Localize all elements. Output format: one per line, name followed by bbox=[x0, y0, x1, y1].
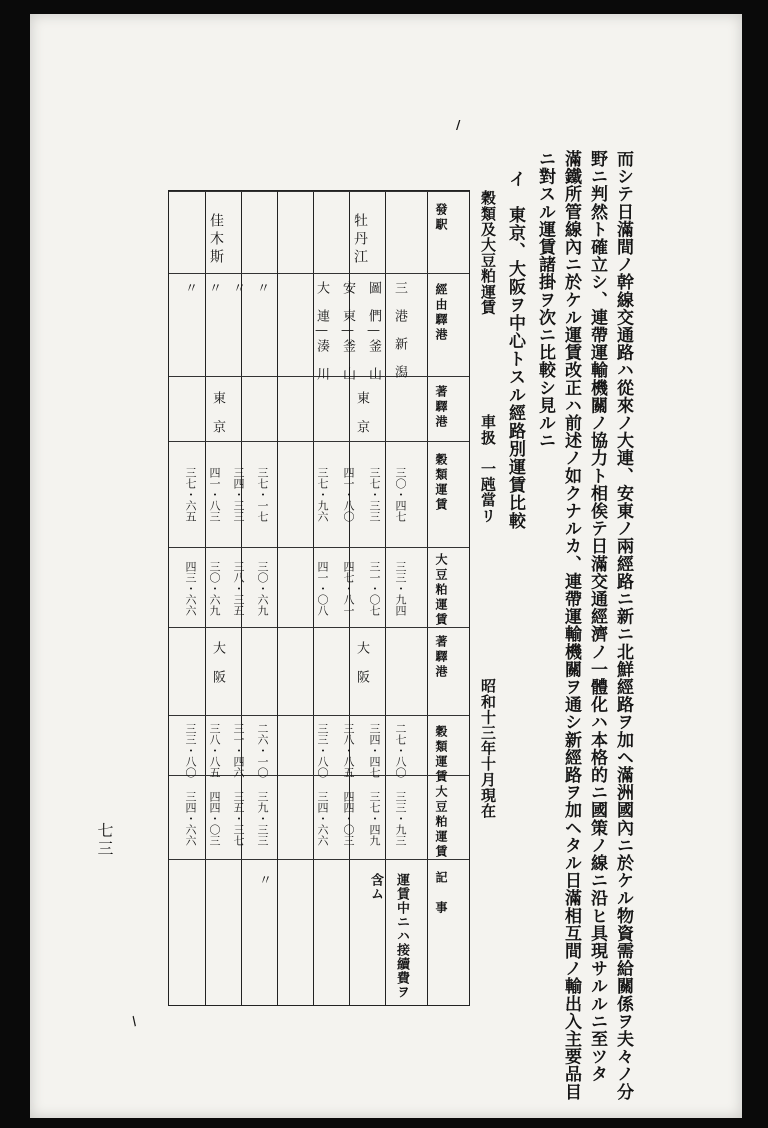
g2-r2-bean-osaka: 三五・三七 bbox=[232, 791, 245, 846]
scan-mark: / bbox=[456, 118, 461, 132]
header-bean-osaka: 大豆粕運賃 bbox=[434, 785, 448, 860]
group-2-dest-tokyo: 東京 bbox=[210, 391, 225, 449]
g1-r4-bean-osaka: 三四・六六 bbox=[316, 791, 329, 846]
header-bean-tokyo: 大豆粕運賃 bbox=[434, 553, 448, 628]
g2-r3-bean-tokyo: 三〇・六九 bbox=[208, 561, 221, 616]
g1-r4-bean-tokyo: 四一・〇八 bbox=[316, 561, 329, 616]
remark-text-2: 含ム bbox=[368, 873, 383, 901]
g1-r3-bean-tokyo: 四七・八一 bbox=[342, 561, 355, 616]
g2-r4-bean-tokyo: 四三・六六 bbox=[184, 561, 197, 616]
header-route: 經由驛港 bbox=[434, 283, 448, 343]
g2-r1-bean-osaka: 三九・三三 bbox=[256, 791, 269, 846]
g2-r3-grain-osaka: 三八・八五 bbox=[208, 723, 221, 778]
paragraph-line-1: 而シテ日滿間ノ幹線交通路ハ從來ノ大連、安東ノ兩經路ニ新ニ北鮮經路ヲ加ヘ滿洲國內ニ於ケル物資需給關係ヲ夫々ノ分 bbox=[613, 150, 633, 1101]
remark-ditto: 〃 bbox=[256, 873, 271, 887]
section-heading: イ 東京、大阪ヲ中心トスル經路別運賃比較 bbox=[505, 170, 525, 530]
paragraph-line-3: 滿鐵所管線內ニ於ケル運賃改正ハ前述ノ如クナルカ、連帶運輸機關ヲ通シ新經路ヲ加ヘタル日滿相互間ノ輸出入主要品目 bbox=[561, 150, 581, 1101]
document-page bbox=[30, 14, 742, 1118]
group-1-route-1: 三 港 新 潟 bbox=[392, 281, 407, 379]
remark-text-1: 運賃中ニハ接續費ヲ bbox=[394, 873, 409, 999]
group-1-route-4: 大 連—湊 川 bbox=[314, 281, 329, 381]
group-2-route-1: 〃 bbox=[254, 281, 269, 295]
header-dest-osaka: 著驛港 bbox=[434, 635, 448, 680]
paragraph-line-2: 野ニ判然ト確立シ、連帶運輸機關ノ協力ト相俟テ日滿交通經濟ノ一體化ハ本格的ニ國策ノ線ニ沿ヒ具現サルルニ至ツタ bbox=[587, 150, 607, 1083]
date-note: 昭和十三年十月現在 bbox=[479, 678, 497, 819]
header-dest-tokyo: 著驛港 bbox=[434, 385, 448, 430]
g2-r1-grain-osaka: 二六・一〇 bbox=[256, 723, 269, 778]
header-origin: 發駅 bbox=[434, 203, 448, 233]
g2-r3-bean-osaka: 四四・〇三 bbox=[208, 791, 221, 846]
g2-r4-grain-osaka: 三三・八〇 bbox=[184, 723, 197, 778]
table-unit: 車扱 一瓲當リ bbox=[479, 414, 497, 524]
g1-r1-bean-tokyo: 三三・九四 bbox=[394, 561, 407, 616]
g2-r2-grain-tokyo: 三四・三三 bbox=[232, 467, 245, 522]
g2-r4-grain-tokyo: 三七・六五 bbox=[184, 467, 197, 522]
g1-r4-grain-osaka: 三三・八〇 bbox=[316, 723, 329, 778]
g1-r4-grain-tokyo: 三七・九六 bbox=[316, 467, 329, 522]
g1-r3-bean-osaka: 四四・〇三 bbox=[342, 791, 355, 846]
g1-r3-grain-osaka: 三八・八五 bbox=[342, 723, 355, 778]
header-grain-tokyo: 穀類運賃 bbox=[434, 453, 448, 513]
g2-r2-grain-osaka: 三一・四六 bbox=[232, 723, 245, 778]
header-grain-osaka: 穀類運賃 bbox=[434, 725, 448, 785]
scan-mark-2: / bbox=[128, 1013, 140, 1029]
g1-r2-grain-osaka: 三四・四七 bbox=[368, 723, 381, 778]
fare-comparison-table bbox=[168, 190, 470, 1006]
group-1-route-3: 安 東—釜 山 bbox=[340, 281, 355, 381]
header-remarks: 記 事 bbox=[434, 871, 448, 916]
g2-r3-grain-tokyo: 四一・八三 bbox=[208, 467, 221, 522]
g1-r2-grain-tokyo: 三七・三三 bbox=[368, 467, 381, 522]
group-2-route-4: 〃 bbox=[182, 281, 197, 295]
group-1-dest-tokyo: 東京 bbox=[354, 391, 369, 449]
table-subheading: 穀類及大豆粕運賃 bbox=[479, 190, 497, 315]
group-1-route-2: 圖 們—釜 山 bbox=[366, 281, 381, 381]
page-number: 七三 bbox=[95, 822, 114, 858]
paragraph-line-4: ニ對スル運賃諸掛ヲ次ニ比較シ見ルニ bbox=[535, 150, 555, 450]
group-1-origin: 牡丹江 bbox=[352, 213, 368, 267]
g1-r2-bean-osaka: 三七・四九 bbox=[368, 791, 381, 846]
group-2-route-2: 〃 bbox=[230, 281, 245, 295]
group-1-dest-osaka: 大阪 bbox=[354, 641, 369, 699]
g2-r2-bean-tokyo: 三八・三五 bbox=[232, 561, 245, 616]
g1-r2-bean-tokyo: 三一・〇七 bbox=[368, 561, 381, 616]
g1-r3-grain-tokyo: 四一・八〇 bbox=[342, 467, 355, 522]
g1-r1-grain-osaka: 二七・八〇 bbox=[394, 723, 407, 778]
g2-r1-bean-tokyo: 三〇・六九 bbox=[256, 561, 269, 616]
group-2-route-3: 〃 bbox=[206, 281, 221, 295]
g2-r4-bean-osaka: 三四・六六 bbox=[184, 791, 197, 846]
group-2-dest-osaka: 大阪 bbox=[210, 641, 225, 699]
group-2-origin: 佳木斯 bbox=[208, 213, 224, 267]
g1-r1-bean-osaka: 三三・九三 bbox=[394, 791, 407, 846]
g1-r1-grain-tokyo: 三〇・四七 bbox=[394, 467, 407, 522]
g2-r1-grain-tokyo: 三七・一七 bbox=[256, 467, 269, 522]
